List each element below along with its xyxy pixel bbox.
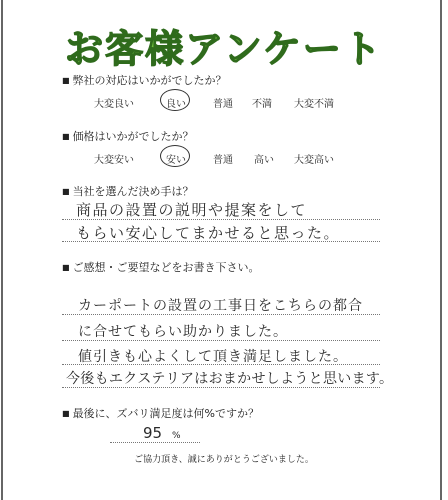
question-4 xyxy=(62,259,260,275)
q4-answer-line-2: に合せてもらい助かりました。 xyxy=(78,324,288,340)
q4-answer-line-4: 今後もエクステリアはおまかせしようと思います。 xyxy=(66,371,394,387)
question-4-label: ご感想・ご要望などをお書き下さい。 xyxy=(72,261,260,274)
bullet-square-icon: ■ xyxy=(62,408,70,418)
answer-rule xyxy=(62,340,380,341)
answer-rule xyxy=(62,314,380,315)
page-title: お客様アンケート xyxy=(65,27,383,71)
answer-rule xyxy=(62,219,380,220)
q4-answer-line-3: 値引きも心よくして頂き満足しました。 xyxy=(78,349,348,365)
q2-option-very-cheap[interactable]: 大変安い xyxy=(94,155,134,166)
page-border-right xyxy=(440,0,442,500)
satisfaction-rule xyxy=(110,442,200,443)
question-1-label: 弊社の対応はいかがでしたか？ xyxy=(72,74,227,87)
footer-thanks: ご協力頂き、誠にありがとうございました。 xyxy=(134,455,314,465)
q3-answer-line-2: もらい安心してまかせると思った。 xyxy=(76,224,341,242)
question-2-label: 価格はいかがでしたか？ xyxy=(72,130,194,143)
q2-selected-circle xyxy=(160,145,190,167)
question-5 xyxy=(62,405,259,421)
q2-option-cheap[interactable]: 安い xyxy=(166,155,186,166)
question-1 xyxy=(62,72,227,88)
satisfaction-unit: % xyxy=(172,431,181,441)
q2-option-expensive[interactable]: 高い xyxy=(254,155,274,166)
page-border-left xyxy=(1,0,3,500)
bullet-square-icon: ■ xyxy=(62,131,70,141)
answer-rule xyxy=(62,387,380,388)
question-3 xyxy=(62,183,194,199)
q4-answer-line-1: カーポートの設置の工事日をこちらの都合 xyxy=(78,298,363,314)
q1-option-normal[interactable]: 普通 xyxy=(213,99,233,110)
question-2 xyxy=(62,128,194,144)
q1-selected-circle xyxy=(160,89,190,111)
q3-answer-line-1: 商品の設置の説明や提案をして xyxy=(76,201,308,219)
answer-rule xyxy=(62,364,380,365)
q2-option-very-expensive[interactable]: 大変高い xyxy=(294,155,334,166)
answer-rule xyxy=(62,241,380,242)
question-5-label: 最後に、ズバリ満足度は何%ですか？ xyxy=(72,407,260,420)
bullet-square-icon: ■ xyxy=(62,75,70,85)
q1-option-unsatisfied[interactable]: 不満 xyxy=(252,99,272,110)
question-3-label: 当社を選んだ決め手は？ xyxy=(72,185,194,198)
q1-option-good[interactable]: 良い xyxy=(166,99,186,110)
bullet-square-icon: ■ xyxy=(62,262,70,272)
satisfaction-value: 95 xyxy=(143,424,163,442)
q1-option-very-unsatisfied[interactable]: 大変不満 xyxy=(294,99,334,110)
bullet-square-icon: ■ xyxy=(62,186,70,196)
q2-option-normal[interactable]: 普通 xyxy=(213,155,233,166)
q1-option-very-good[interactable]: 大変良い xyxy=(94,99,134,110)
